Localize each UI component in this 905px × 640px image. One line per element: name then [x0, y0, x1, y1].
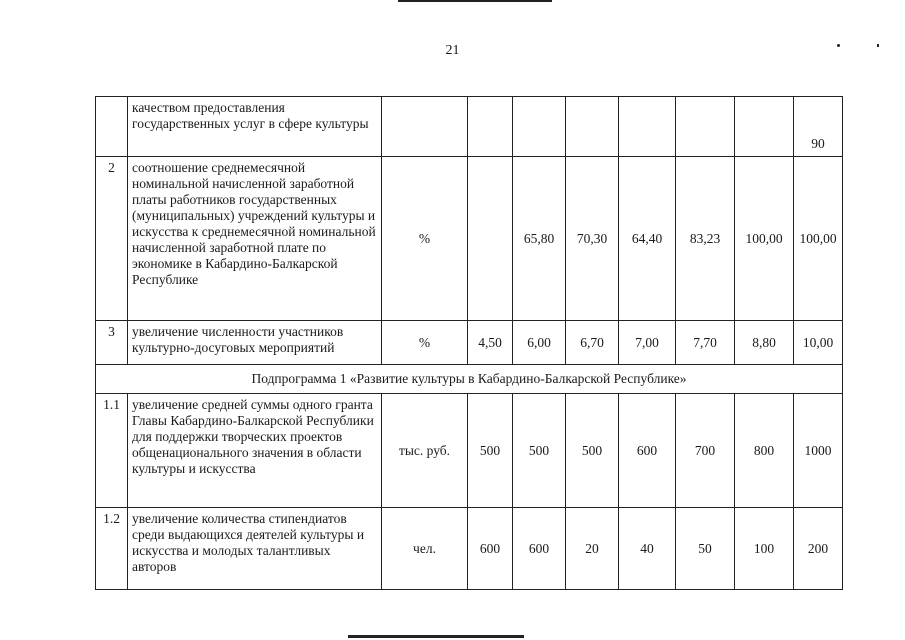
row-number — [96, 97, 128, 157]
indicator-description: увеличение количества стипендиатов среди выдающихся деятелей культуры и искусства и молодых талантливых авторов — [128, 508, 382, 590]
indicator-description: качеством предоставления государственных услуг в сфере культуры — [128, 97, 382, 157]
row-number: 2 — [96, 157, 128, 321]
value-cell: 800 — [735, 394, 794, 508]
subprogram-title: Подпрограмма 1 «Развитие культуры в Кабардино-Балкарской Республике» — [96, 365, 843, 394]
table-row — [96, 321, 843, 365]
value-cell: 100 — [735, 508, 794, 590]
value-cell: 6,00 — [513, 321, 566, 365]
value-cell: 100,00 — [735, 157, 794, 321]
value-cell — [735, 97, 794, 157]
unit-cell: тыс. руб. — [382, 394, 468, 508]
value-cell: 1000 — [794, 394, 843, 508]
value-cell — [676, 97, 735, 157]
value-cell: 500 — [566, 394, 619, 508]
indicator-description: соотношение среднемесячной номинальной начисленной заработной платы работников государственных (муниципальных) учреждений культуры и искусства к среднемесячной номинальной начисленной заработной плате по экономике в Кабардино-Балкарской Республике — [128, 157, 382, 321]
value-cell — [468, 97, 513, 157]
value-cell: 90 — [794, 97, 843, 157]
value-cell: 65,80 — [513, 157, 566, 321]
value-cell: 6,70 — [566, 321, 619, 365]
value-cell: 64,40 — [619, 157, 676, 321]
value-cell: 100,00 — [794, 157, 843, 321]
value-cell: 700 — [676, 394, 735, 508]
value-cell: 50 — [676, 508, 735, 590]
value-cell: 70,30 — [566, 157, 619, 321]
value-cell — [468, 157, 513, 321]
subprogram-header-row — [96, 365, 843, 394]
value-cell: 7,70 — [676, 321, 735, 365]
value-cell: 500 — [513, 394, 566, 508]
value-cell: 83,23 — [676, 157, 735, 321]
value-cell: 200 — [794, 508, 843, 590]
value-cell: 600 — [513, 508, 566, 590]
page-number: 21 — [445, 43, 460, 58]
unit-cell — [382, 97, 468, 157]
row-number: 1.1 — [96, 394, 128, 508]
value-cell: 7,00 — [619, 321, 676, 365]
value-cell — [619, 97, 676, 157]
value-cell: 10,00 — [794, 321, 843, 365]
unit-cell: % — [382, 321, 468, 365]
row-number: 1.2 — [96, 508, 128, 590]
scan-mark-top — [398, 0, 552, 2]
value-cell: 600 — [468, 508, 513, 590]
row-number: 3 — [96, 321, 128, 365]
value-cell: 4,50 — [468, 321, 513, 365]
value-cell — [513, 97, 566, 157]
value-cell — [566, 97, 619, 157]
table-row — [96, 508, 843, 590]
value-cell: 40 — [619, 508, 676, 590]
value-cell: 20 — [566, 508, 619, 590]
table-row — [96, 97, 843, 157]
table-row — [96, 394, 843, 508]
scan-mark-bottom — [348, 635, 524, 638]
table-row — [96, 157, 843, 321]
value-cell: 500 — [468, 394, 513, 508]
indicator-description: увеличение численности участников культурно-досуговых мероприятий — [128, 321, 382, 365]
value-cell: 600 — [619, 394, 676, 508]
unit-cell: % — [382, 157, 468, 321]
value-cell: 8,80 — [735, 321, 794, 365]
unit-cell: чел. — [382, 508, 468, 590]
indicator-description: увеличение средней суммы одного гранта Главы Кабардино-Балкарской Республики для поддержки творческих проектов общенационального значения в области культуры и искусства — [128, 394, 382, 508]
indicator-table — [95, 96, 843, 590]
